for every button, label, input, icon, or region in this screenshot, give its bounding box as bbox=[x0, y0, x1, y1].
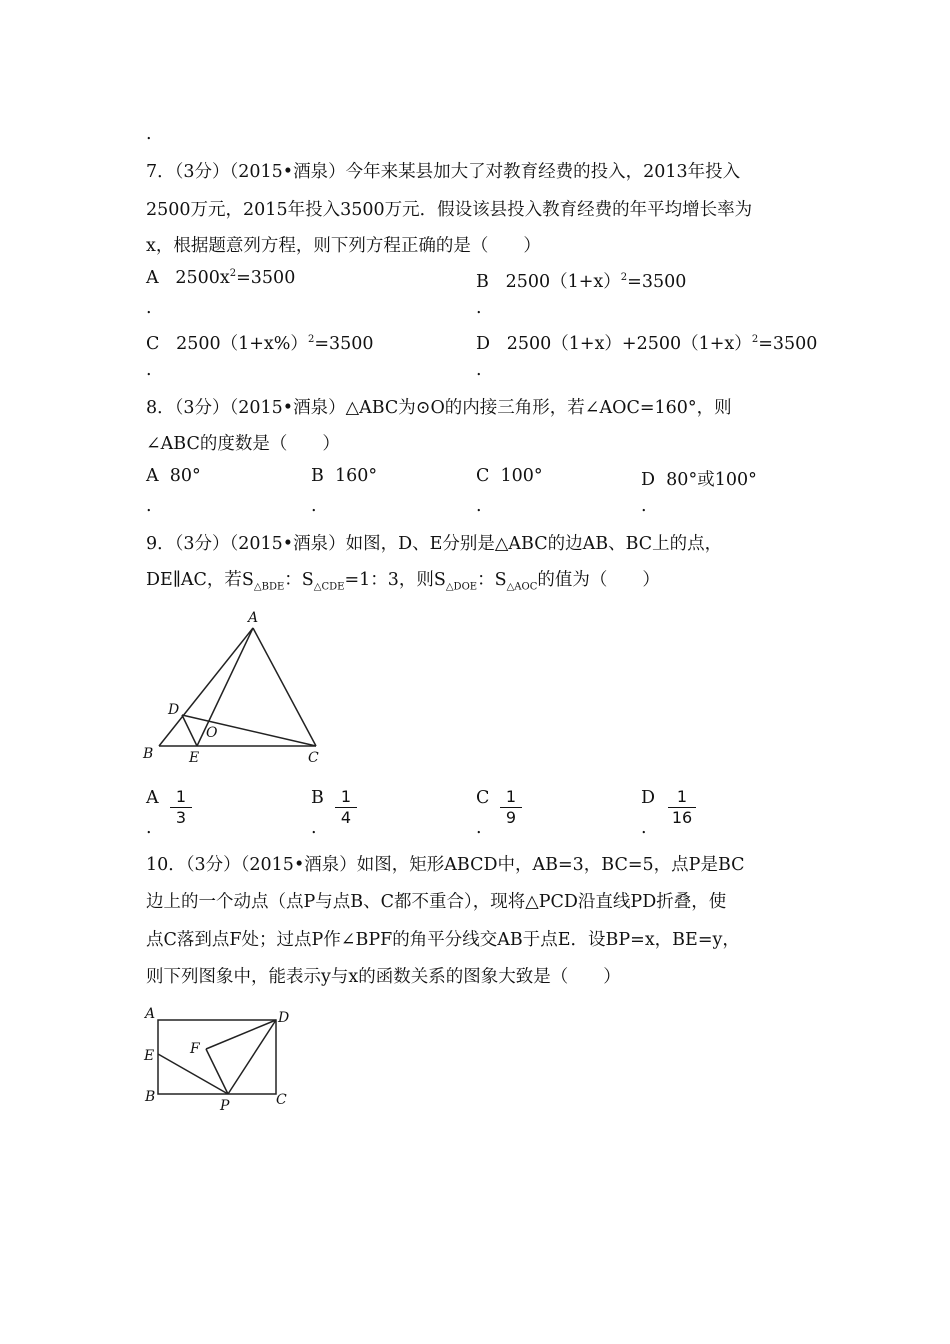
q9-option-a-label: A bbox=[146, 788, 159, 808]
q9-label-e: E bbox=[189, 750, 200, 766]
q7-stem-line1: 7．（3分）（2015•酒泉）今年来某县加大了对教育经费的投入，2013年投入 bbox=[146, 162, 741, 182]
q8-stem-line2: ∠ABC的度数是（ ） bbox=[146, 434, 340, 454]
q9-option-b-dot: . bbox=[311, 818, 317, 838]
q9-option-d-fraction bbox=[668, 788, 696, 827]
q9-option-a-denominator: 3 bbox=[175, 808, 187, 827]
q7-option-d-label: D bbox=[476, 334, 491, 354]
q8-option-b-dot: . bbox=[311, 496, 317, 516]
q7-option-b-label: B bbox=[476, 272, 489, 292]
q9-stem-line2: DE∥AC，若$S_{\triangle BDE}$：$S_{\triangle CDE}=1$：3，则$S_{\triangle DOE}$：$S_{\triangle AOC}$的值为（ ） bbox=[146, 570, 660, 593]
q10-label-f: F bbox=[190, 1041, 200, 1057]
q10-stem-line2: 边上的一个动点（点P与点B、C都不重合），现将△PCD沿直线PD折叠，使 bbox=[146, 892, 727, 912]
q8-option-b-text: 160° bbox=[335, 466, 378, 486]
q8-option-d-dot: . bbox=[641, 496, 647, 516]
q10-stem-line1: 10．（3分）（2015•酒泉）如图，矩形ABCD中，AB=3，BC=5，点P是BC bbox=[146, 855, 745, 875]
q9-option-c-numerator: 1 bbox=[505, 787, 517, 806]
q7-option-c bbox=[146, 330, 374, 355]
q9-option-b-label: B bbox=[311, 788, 324, 808]
segment-dc bbox=[182, 715, 316, 746]
q9-option-c-denominator: 9 bbox=[505, 808, 517, 827]
segment-pd bbox=[228, 1020, 276, 1094]
q9-option-d-dot: . bbox=[641, 818, 647, 838]
q10-label-d: D bbox=[278, 1010, 290, 1026]
q10-label-p: P bbox=[220, 1098, 230, 1114]
q7-option-c-dot: . bbox=[146, 360, 152, 380]
q7-option-d-text: $2500(1+x)+2500(1+x)^2=3500$ bbox=[506, 334, 818, 354]
q9-triangle-figure bbox=[138, 608, 338, 770]
q7-option-d bbox=[476, 330, 817, 355]
q7-stem-line2: 2500万元，2015年投入3500万元．假设该县投入教育经费的年平均增长率为 bbox=[146, 200, 753, 220]
q9-label-b: B bbox=[143, 746, 154, 762]
q7-option-a-dot: . bbox=[146, 298, 152, 318]
q8-option-b bbox=[311, 466, 377, 486]
q9-label-a: A bbox=[248, 610, 259, 626]
q9-option-b-numerator: 1 bbox=[340, 787, 352, 806]
segment-de bbox=[182, 715, 197, 746]
q7-option-c-label: C bbox=[146, 334, 160, 354]
q9-option-a-dot: . bbox=[146, 818, 152, 838]
q9-option-b-fraction bbox=[335, 788, 357, 827]
q9-option-c-fraction bbox=[500, 788, 522, 827]
q8-option-c-text: 100° bbox=[500, 466, 543, 486]
q9-option-d-denominator: 16 bbox=[671, 808, 693, 827]
q7-option-d-dot: . bbox=[476, 360, 482, 380]
q7-option-b-text: $2500(1+x)^2=3500$ bbox=[505, 272, 687, 292]
q10-stem-line3: 点C落到点F处；过点P作∠BPF的角平分线交AB于点E．设BP=x，BE=y， bbox=[146, 930, 740, 950]
q8-option-b-label: B bbox=[311, 466, 324, 486]
q9-option-b-denominator: 4 bbox=[340, 808, 352, 827]
q10-label-c: C bbox=[276, 1092, 287, 1108]
q10-stem-line4: 则下列图象中，能表示y与x的函数关系的图象大致是（ ） bbox=[146, 967, 621, 987]
q7-option-c-text: $2500(1+x\%)^2=3500$ bbox=[176, 334, 374, 354]
q7-option-a-label: A bbox=[146, 268, 159, 288]
q8-option-c bbox=[476, 466, 543, 486]
q8-option-a bbox=[146, 466, 201, 486]
q9-stem-line1: 9．（3分）（2015•酒泉）如图，D、E分别是△ABC的边AB、BC上的点， bbox=[146, 534, 723, 554]
segment-ac bbox=[253, 628, 316, 746]
q8-option-a-text: 80° bbox=[169, 466, 201, 486]
q8-option-a-dot: . bbox=[146, 496, 152, 516]
q8-option-d bbox=[641, 466, 757, 491]
page-top-dot: . bbox=[146, 124, 152, 144]
q9-option-c-dot: . bbox=[476, 818, 482, 838]
q7-option-a bbox=[146, 268, 295, 288]
q8-option-d-label: D bbox=[641, 470, 656, 490]
q9-option-d-label: D bbox=[641, 788, 656, 808]
q8-option-a-label: A bbox=[146, 466, 159, 486]
q9-option-a-fraction bbox=[170, 788, 192, 827]
q9-option-c-label: C bbox=[476, 788, 490, 808]
q10-label-b: B bbox=[145, 1089, 156, 1105]
rectangle-abcd bbox=[158, 1020, 276, 1094]
q9-option-a-numerator: 1 bbox=[175, 787, 187, 806]
q7-option-b-dot: . bbox=[476, 298, 482, 318]
q8-option-d-text: 80°或100° bbox=[666, 470, 757, 490]
q7-option-a-text: $2500x^2=3500$ bbox=[175, 268, 296, 288]
q10-label-a: A bbox=[145, 1006, 156, 1022]
q8-option-c-dot: . bbox=[476, 496, 482, 516]
q8-stem-line1: 8．（3分）（2015•酒泉）△ABC为⊙O的内接三角形，若∠AOC=160°，则 bbox=[146, 398, 732, 418]
q10-label-e: E bbox=[144, 1048, 155, 1064]
q7-stem-line3: x，根据题意列方程，则下列方程正确的是（ ） bbox=[146, 236, 541, 256]
q8-option-c-label: C bbox=[476, 466, 490, 486]
q7-option-b bbox=[476, 268, 686, 293]
q9-label-o: O bbox=[206, 725, 218, 741]
q9-label-c: C bbox=[308, 750, 319, 766]
segment-fd bbox=[206, 1020, 276, 1049]
q9-option-d-numerator: 1 bbox=[676, 787, 688, 806]
q9-label-d: D bbox=[168, 702, 180, 718]
q10-rectangle-figure bbox=[140, 1002, 300, 1114]
